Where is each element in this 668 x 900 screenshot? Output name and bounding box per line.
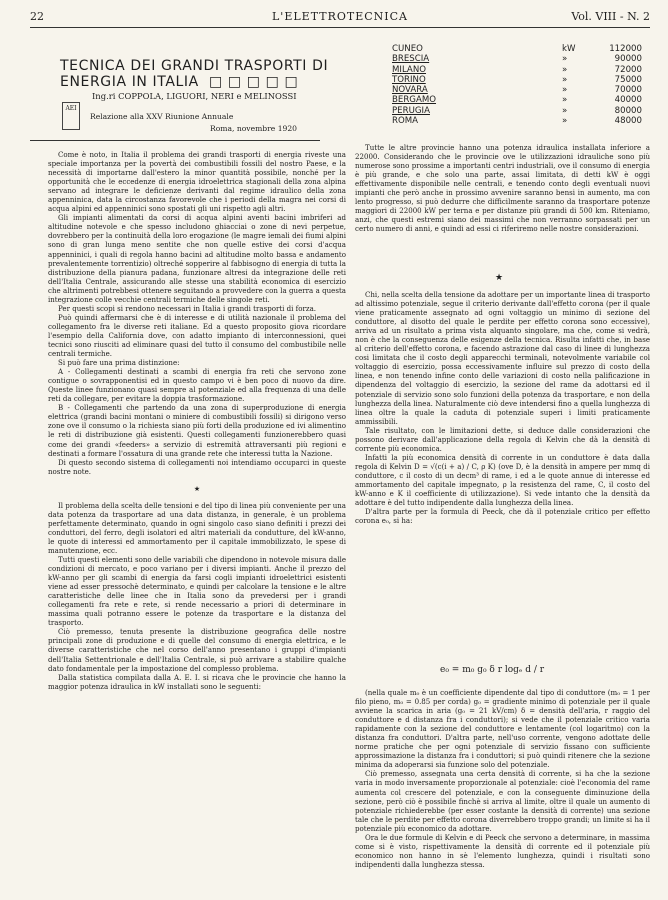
city-unit: »	[562, 95, 568, 106]
body-paragraph: A - Collegamenti destinati a scambi di energia fra reti che servono zone contigue o sovrapponentisi ed in questo campo vi è ben poco di nuovo da dire. Queste linee funzionano quasi sempre al potenziale ed alla frequenza di una delle reti da collegare, per evitare la doppia trasformazione.	[48, 367, 346, 404]
city-city: PERUGIA	[392, 105, 430, 116]
body-paragraph: Si può fare una prima distinzione:	[58, 358, 180, 368]
body-paragraph: B - Collegamenti che partendo da una zona di superproduzione di energia elettrica (grandi bacini montani o miniere di combustibili fossili) si dirigono verso zone ove il consumo o la richiesta siano più forti della produzione ed ivi alimentino le reti di distribuzione già esistenti. Questi collegamenti funzionerebbero quasi come dei grandi «feeders» a servizio di estremità attraversanti più regioni e destinati a formare l'ossatura di una grande rete che interessi tutta la Nazione.	[48, 403, 346, 458]
city-unit: »	[562, 116, 568, 127]
city-row	[392, 116, 642, 126]
body-paragraph: Chi, nella scelta della tensione da adottare per un importante linea di trasporto ad altissimo potenziale, segue il criterio derivante dall'effetto corona (per il quale viene praticamente assegnato ad ogni voltaggio un minimo di sezione del conduttore, al disotto del quale le perdite per effetto corona sono eccessive), arriva ad un risultato a prima vista alquanto singolare, ma che, come si vedrà, non è che la conseguenza delle esigenze della tecnica. Risulta infatti che, in base al criterio dell'effetto corona, e facendo astrazione dal caso di linee di lunghezza cosi limitata che il costo degli apparecchi terminali, notevolmente variabile col voltaggio di esercizio, possa eccessivamente influire sul prezzo di costo della linea, e non tenendo infine conto delle variazioni di costo nella palificazione in dipendenza del voltaggio di esercizio, la sezione del rame da adottarsi ed il potenziale di servizio sono solo funzioni della potenza da trasportare, e non della lunghezza della linea. Naturalmente ciò deve intendersi fino a quella lunghezza di linea oltre la quale la caduta di potenziale superi i limiti praticamente ammissibili.	[355, 290, 650, 426]
aei-emblem: AEI	[62, 102, 80, 130]
title-rule	[30, 140, 320, 141]
body-paragraph: Il problema della scelta delle tensioni e del tipo di linea più conveniente per una data potenza da trasportare ad una data distanza, in generale, è un problema perfettamente determinato, quando in ogni singolo caso siano definiti i prezzi dei conduttori, del ferro, degli isolatori ed altri materiali da condutture, del kW-anno, le quote di interessi ed ammortamento per il capitale immobilizzato, le spese di manutenzione, ecc.	[48, 500, 346, 555]
city-row	[392, 54, 642, 64]
left-column	[48, 150, 346, 691]
city-city: MILANO	[392, 64, 427, 75]
city-value: 75000	[614, 74, 642, 85]
body-paragraph: Come è noto, in Italia il problema dei grandi trasporti di energia riveste una speciale importanza per la povertà dei combustibili fossili del nostro Paese, e la necessità di importarne dall'estero la minor quantità possibile, nonché per la opportunità che le eccedenze di energia idroelettrica stagionali della zona alpina servano ad integrare le deficienze derivanti dal regime idraulico della zona appenninica, data la circostanza favorevole che i periodi della magra nei corsi di acqua alpini ed appenninici sono spostati gli uni rispetto agli altri.	[48, 150, 346, 214]
header-rule	[30, 27, 650, 28]
body-paragraph: Può quindi affermarsi che è di interesse e di utilità nazionale il problema del collegamento fra le diverse reti italiane. Ed a questo proposito giova ricordare l'esempio della California dove, con adatto impianto di interconnessioni, quei tecnici sono riusciti ad eliminare quasi del tutto il consumo del combustibile nelle centrali termiche.	[48, 312, 346, 359]
city-value: 48000	[614, 116, 642, 127]
volume-number: Vol. VIII - N. 2	[571, 10, 650, 23]
city-unit: »	[562, 54, 568, 65]
city-row	[392, 85, 642, 95]
body-paragraph: Ciò premesso, assegnata una certa densità di corrente, si ha che la sezione varia in modo inversamente proporzionale al potenziale: cioè l'economia del rame aumenta col crescere del potenziale, e con la conseguente diminuzione della sezione, però ciò è possibile finchè si arriva al limite, oltre il quale un aumento di potenziale richiederebbe (per esser costante la densità di corrente) una sezione tale che le perdite per effetto corona diverrebbero troppo grandi; un limite si ha il potenziale più economico da adottare.	[355, 769, 650, 833]
city-city: ROMA	[392, 116, 419, 127]
body-paragraph: Per questi scopi si rendono necessari in Italia i grandi trasporti di forza.	[58, 303, 317, 313]
city-row	[392, 75, 642, 85]
body-paragraph: Tale risultato, con le limitazioni dette, si deduce dalle considerazioni che possono derivare dall'applicazione della regola di Kelvin che dà la densità di corrente più economica.	[355, 425, 650, 453]
title-line-2: ENERGIA IN ITALIA	[60, 74, 199, 90]
place-date: Roma, novembre 1920	[210, 124, 298, 133]
running-header	[30, 10, 650, 24]
city-city: NOVARA	[392, 85, 428, 96]
right-column-bottom	[355, 688, 650, 869]
report-note: Relazione alla XXV Riunione Annuale	[90, 112, 234, 121]
city-city: TORINO	[392, 74, 426, 85]
city-unit: »	[562, 105, 568, 116]
body-paragraph: Di questo secondo sistema di collegamenti noi intendiamo occuparci in queste nostre note.	[48, 457, 346, 476]
city-value: 80000	[614, 105, 642, 116]
city-row	[392, 95, 642, 105]
city-value: 112000	[609, 44, 642, 54]
authors: Ing.ri COPPOLA, LIGUORI, NERI e MELINOSSI	[92, 91, 297, 101]
city-row	[392, 65, 642, 75]
section-separator: ★	[495, 273, 504, 283]
page-number: 22	[30, 10, 44, 23]
article-title	[60, 58, 360, 90]
city-city: BRESCIA	[392, 54, 430, 65]
body-paragraph: Gli impianti alimentati da corsi di acqua alpini aventi bacini imbriferi ad altitudine notevole e che spesso includono ghiacciai o zone di nevi perpetue, dovrebbero per la continuità della loro erogazione (le magre iemali dei fiumi alpini sono di gran lunga meno sentite che non quelle estive dei corsi d'acqua appenninici, i quali di regola hanno bacini ad altitudine molto bassa e andamento prevalentemente torrentizio) oltreché sopperire al fabbisogno di energia di tutta la distribuzione della pianura padana, funzionare altresi da integrazione delle reti dell'Italia Centrale, assicurando alle stesse una stabilità economica di esercizio che altrimenti potrebbesi ottenere seguitando a provvedere con la guerra a questa integrazione colle vecchie centrali termiche delle singole reti.	[48, 213, 346, 304]
city-row	[392, 106, 642, 116]
city-row	[392, 44, 642, 54]
body-paragraph: Dalla statistica compilata dalla A. E. I. si ricava che le provincie che hanno la maggior potenza idraulica in kW installati sono le seguenti:	[48, 672, 346, 691]
city-unit: kW	[562, 44, 576, 54]
body-paragraph: (nella quale m₀ è un coefficiente dipendente dal tipo di conduttore (m₀ = 1 per filo pieno, m₀ = 0.85 per corda) g₀ = gradiente minimo di potenziale per il quale avviene la scarica in aria (g₀ = 21 kV/cm) δ = densità dell'aria, r raggio del conduttore e d distanza fra i conduttori); si vede che il potenziale critico varia rapidamente con la sezione del conduttore e lentamente (col logaritmo) con la distanza fra conduttori. D'altra parte, nell'uso corrente, vengono adottate delle norme pratiche che per ogni potenziale di servizio fissano con sufficiente approssimazione la distanza fra i conduttori; si può quindi ritenere che la sezione minima da adoperarsi sia funzione solo del potenziale.	[355, 688, 650, 770]
right-column-mid	[355, 290, 650, 525]
city-value: 40000	[614, 95, 642, 106]
body-paragraph: Infatti la più economica densità di corrente in un conduttore è data dalla regola di Kelvin D = √(c(i + a) / C, ρ K) (ove D, è la densità in ampere per mmq di conduttore, c il costo di un decm³ di rame, i ed a le quote annue di interesse ed ammortamento del capitale impegnato, ρ la resistenza del rame, C, il costo del kW-anno e K il coefficiente di utilizzazione). Si vede intanto che la densità da adottare è del tutto indipendente dalla lunghezza della linea.	[355, 452, 650, 508]
city-unit: »	[562, 85, 568, 96]
title-line-1: TECNICA DEI GRANDI TRASPORTI DI	[60, 58, 329, 74]
city-city: BERGAMO	[392, 95, 437, 106]
body-paragraph: Tutti questi elementi sono delle variabili che dipendono in notevole misura dalle condizioni di mercato, e poco variano per i diversi impianti. Anche il prezzo del kW-anno per gli scambi di energia da farsi cogli impianti idroelettrici esistenti viene ad esser pressochè determinato, e quindi per calcolare la tensione e le altre caratteristiche delle linee che in Italia sono da prevedersi per i grandi collegamenti fra rete e rete, si rende necessario a priori di determinare in massima quali potranno essere le potenze da trasportare e la distanza del trasporto.	[48, 555, 346, 628]
journal-title: L'ELETTROTECNICA	[272, 10, 408, 23]
body-paragraph: Ora le due formule di Kelvin e di Peeck che servono a determinare, in massima come si è visto, rispettivamente la densità di corrente ed il potenziale più economico non hanno in sè l'elemento lunghezza, quindi i risultati sono indipendenti dalla lunghezza stessa.	[355, 832, 650, 869]
city-value: 70000	[614, 85, 642, 96]
city-value: 90000	[614, 54, 642, 65]
right-column-top	[355, 143, 650, 233]
city-city: CUNEO	[392, 44, 423, 54]
city-unit: »	[562, 74, 568, 85]
body-paragraph: D'altra parte per la formula di Peeck, che dà il potenziale critico per effetto corona e₀, si ha:	[355, 507, 650, 526]
cities-table	[392, 44, 642, 126]
city-unit: »	[562, 64, 568, 75]
body-paragraph: Tutte le altre provincie hanno una potenza idraulica installata inferiore a 22000. Considerando che le provincie ove le utilizzazioni idrauliche sono più numerose sono prossime a importanti centri industriali, ove il consumo di energia è più grande, e che solo una parte, assai limitata, di detti kW è oggi effettivamente disponibile nelle centrali, e tenendo conto degli eventuali nuovi impianti che però anche in prossimo avvenire saranno bensi in aumento, ma con lento progresso, si può dedurre che difficilmente saranno da trasportare potenze maggiori di 22000 kW per terna e per distanze più grandi di 500 km. Riteniamo, anzi, che questi estremi siano dei massimi che non verranno sorpassati per un certo numero di anni, e quindi ad essi ci riferiremo nelle nostre considerazioni.	[355, 143, 650, 234]
title-ornament: □ □ □ □ □	[208, 74, 299, 90]
city-value: 72000	[614, 64, 642, 75]
body-paragraph: Ciò premesso, tenuta presente la distribuzione geografica delle nostre principali zone di produzione e di quelle del consumo di energia elettrica, e le diverse caratteristiche che nel corso dell'anno presentano i gruppi d'impianti dell'Italia Settentrionale e dell'Italia Centrale, si può arrivare a stabilire qualche dato fondamentale per la impostazione del complesso problema.	[48, 627, 346, 673]
peeck-formula: e₀ = m₀ g₀ δ r logₑ d / r	[440, 665, 545, 675]
section-separator: ★	[193, 483, 201, 493]
